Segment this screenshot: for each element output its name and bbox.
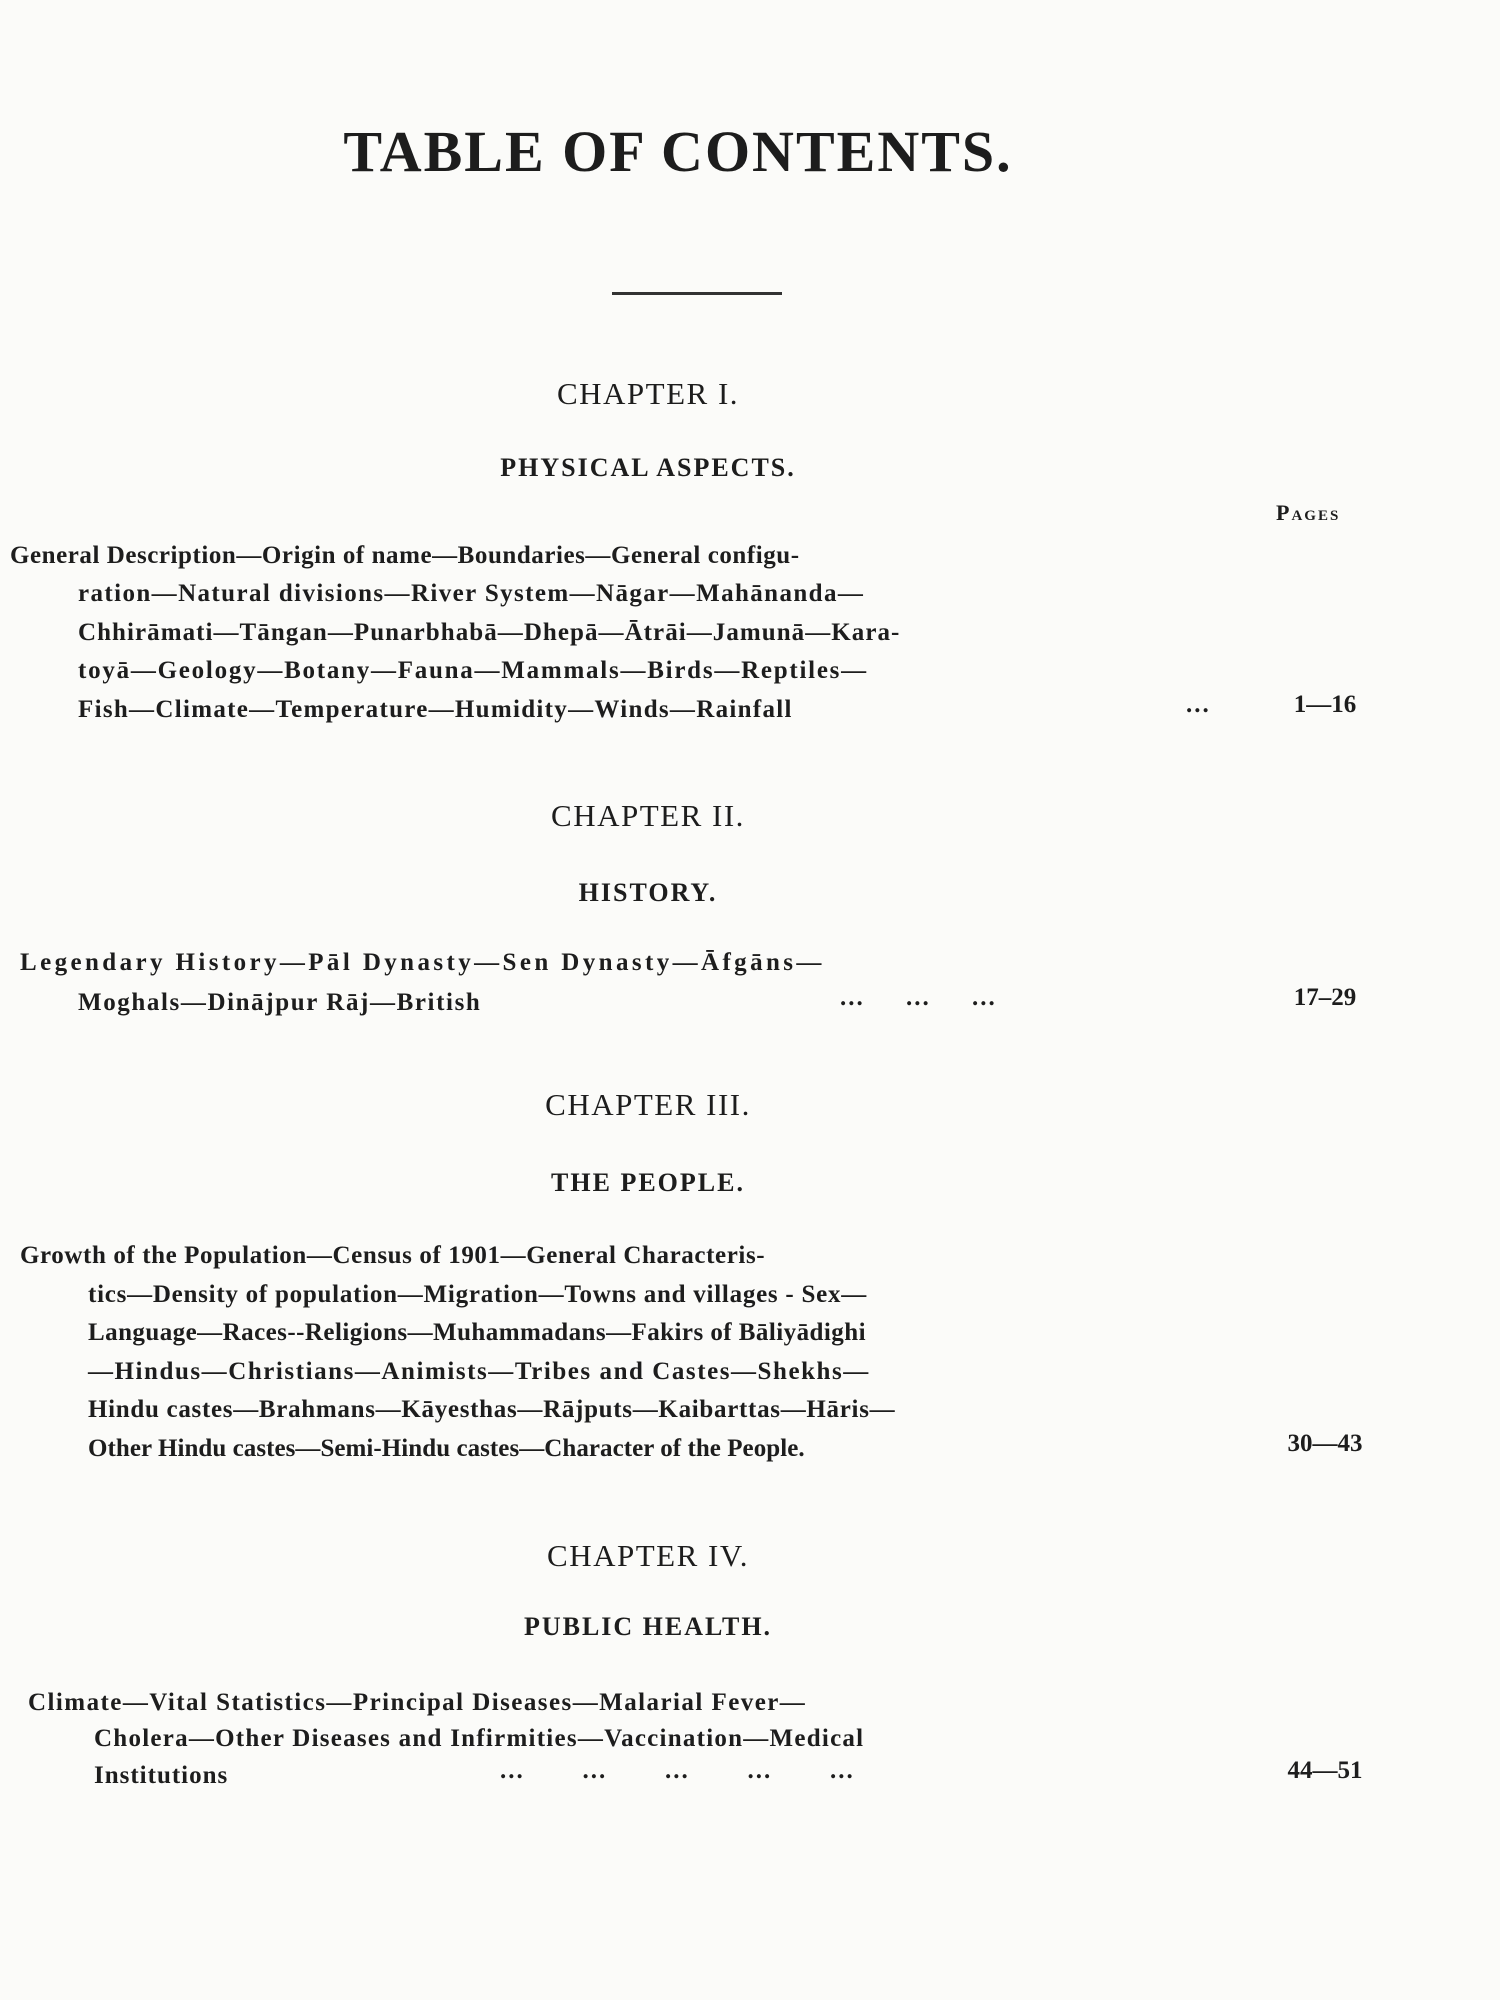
chapter-heading: CHAPTER II. <box>551 798 745 833</box>
contents-line: Other Hindu castes—Semi-Hindu castes—Character of the People. <box>88 1435 805 1462</box>
contents-line: Hindu castes—Brahmans—Kāyesthas—Rājputs—Kaibarttas—Hāris— <box>88 1396 896 1423</box>
contents-line: toyā—Geology—Botany—Fauna—Mammals—Birds—Reptiles— <box>78 657 868 684</box>
contents-line: Chhirāmati—Tāngan—Punarbhabā—Dhepā—Ātrāi—Jamunā—Kara- <box>78 619 901 646</box>
contents-line: Legendary History—Pāl Dynasty—Sen Dynasty—Āfgāns— <box>20 949 825 976</box>
contents-line: ration—Natural divisions—River System—Nāgar—Mahānanda— <box>78 580 865 607</box>
contents-line: Climate—Vital Statistics—Principal Diseases—Malarial Fever— <box>28 1689 807 1716</box>
chapter-subject: PHYSICAL ASPECTS. <box>500 453 796 482</box>
chapter-subject: PUBLIC HEALTH. <box>523 1612 773 1641</box>
chapter-heading: CHAPTER I. <box>556 376 740 411</box>
contents-line: —Hindus—Christians—Animists—Tribes and Castes—Shekhs— <box>88 1358 870 1385</box>
leader-dots: ... ... ... <box>840 984 997 1011</box>
contents-line: tics—Density of population—Migration—Towns and villages - Sex— <box>88 1281 867 1308</box>
pages-column-label: Pages <box>1276 500 1341 525</box>
chapter-heading: CHAPTER IV. <box>547 1538 749 1573</box>
page-range: 44—51 <box>1287 1757 1363 1784</box>
chapter-subject: THE PEOPLE. <box>551 1168 745 1197</box>
chapter-subject: HISTORY. <box>578 878 718 907</box>
page-title: TABLE OF CONTENTS. <box>343 119 1013 184</box>
contents-line: General Description—Origin of name—Boundaries—General configu- <box>10 542 800 569</box>
leader-dots: ... <box>1186 691 1211 718</box>
leader-dots: ... ... ... ... ... <box>500 1757 855 1784</box>
page-range: 30—43 <box>1287 1430 1363 1457</box>
contents-line: Language—Races--Religions—Muhammadans—Fakirs of Bāliyādighi <box>88 1319 867 1346</box>
page-range: 17–29 <box>1293 984 1357 1011</box>
page-range: 1—16 <box>1293 691 1357 718</box>
contents-line: Institutions <box>94 1762 229 1789</box>
contents-line: Fish—Climate—Temperature—Humidity—Winds—Rainfall <box>78 696 793 723</box>
title-rule <box>612 292 782 295</box>
contents-line: Growth of the Population—Census of 1901—General Characteris- <box>20 1242 766 1269</box>
contents-line: Moghals—Dinājpur Rāj—British <box>78 989 482 1016</box>
chapter-heading: CHAPTER III. <box>545 1087 751 1122</box>
contents-line: Cholera—Other Diseases and Infirmities—Vaccination—Medical <box>94 1725 865 1752</box>
